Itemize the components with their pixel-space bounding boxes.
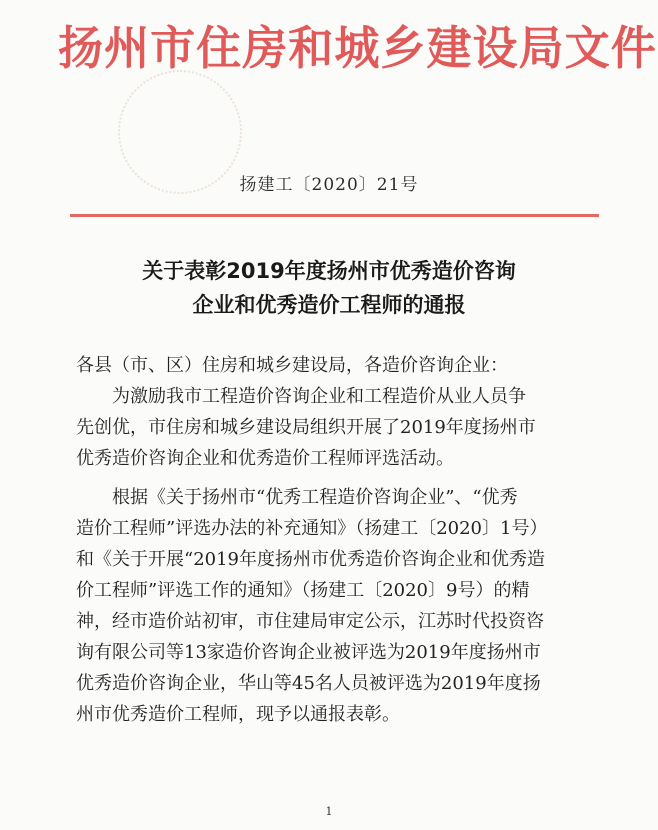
- red-divider-rule: [70, 214, 599, 217]
- body-line: 价工程师”评选工作的通知》（扬建工〔2020〕9号）的精: [76, 580, 530, 601]
- body-line: 先创优，市住房和城乡建设局组织开展了2019年度扬州市: [76, 417, 536, 438]
- body-line: 神，经市造价站初审，市住建局审定公示，江苏时代投资咨: [76, 611, 544, 632]
- body-line: 造价工程师”评选办法的补充通知》（扬建工〔2020〕1号）: [76, 518, 548, 539]
- body-line: 优秀造价咨询企业和优秀造价工程师评选活动。: [76, 448, 454, 469]
- paragraph-gap: [76, 474, 591, 482]
- issuing-authority-title: 扬州市住房和城乡建设局文件: [58, 21, 657, 75]
- body-line-salutation: 各县（市、区）住房和城乡建设局，各造价咨询企业：: [76, 355, 508, 376]
- body-line: 和《关于开展“2019年度扬州市优秀造价咨询企业和优秀造: [76, 549, 546, 570]
- body-line: 根据《关于扬州市“优秀工程造价咨询企业”、“优秀: [76, 487, 518, 508]
- body-line: 询有限公司等13家造价咨询企业被评选为2019年度扬州市: [76, 642, 541, 663]
- body-line: 优秀造价咨询企业，华山等45名人员被评选为2019年度扬: [76, 673, 541, 694]
- notice-title-line-2: 企业和优秀造价工程师的通报: [192, 293, 466, 317]
- notice-title: [0, 254, 658, 322]
- body-line: 州市优秀造价工程师，现予以通报表彰。: [76, 704, 400, 725]
- page-number: 1: [325, 805, 333, 818]
- notice-title-line-1: 关于表彰2019年度扬州市优秀造价咨询: [142, 259, 516, 283]
- notice-body: [76, 350, 591, 730]
- document-number: 扬建工〔2020〕21号: [239, 175, 419, 195]
- body-line: 为激励我市工程造价咨询企业和工程造价从业人员争: [76, 386, 526, 407]
